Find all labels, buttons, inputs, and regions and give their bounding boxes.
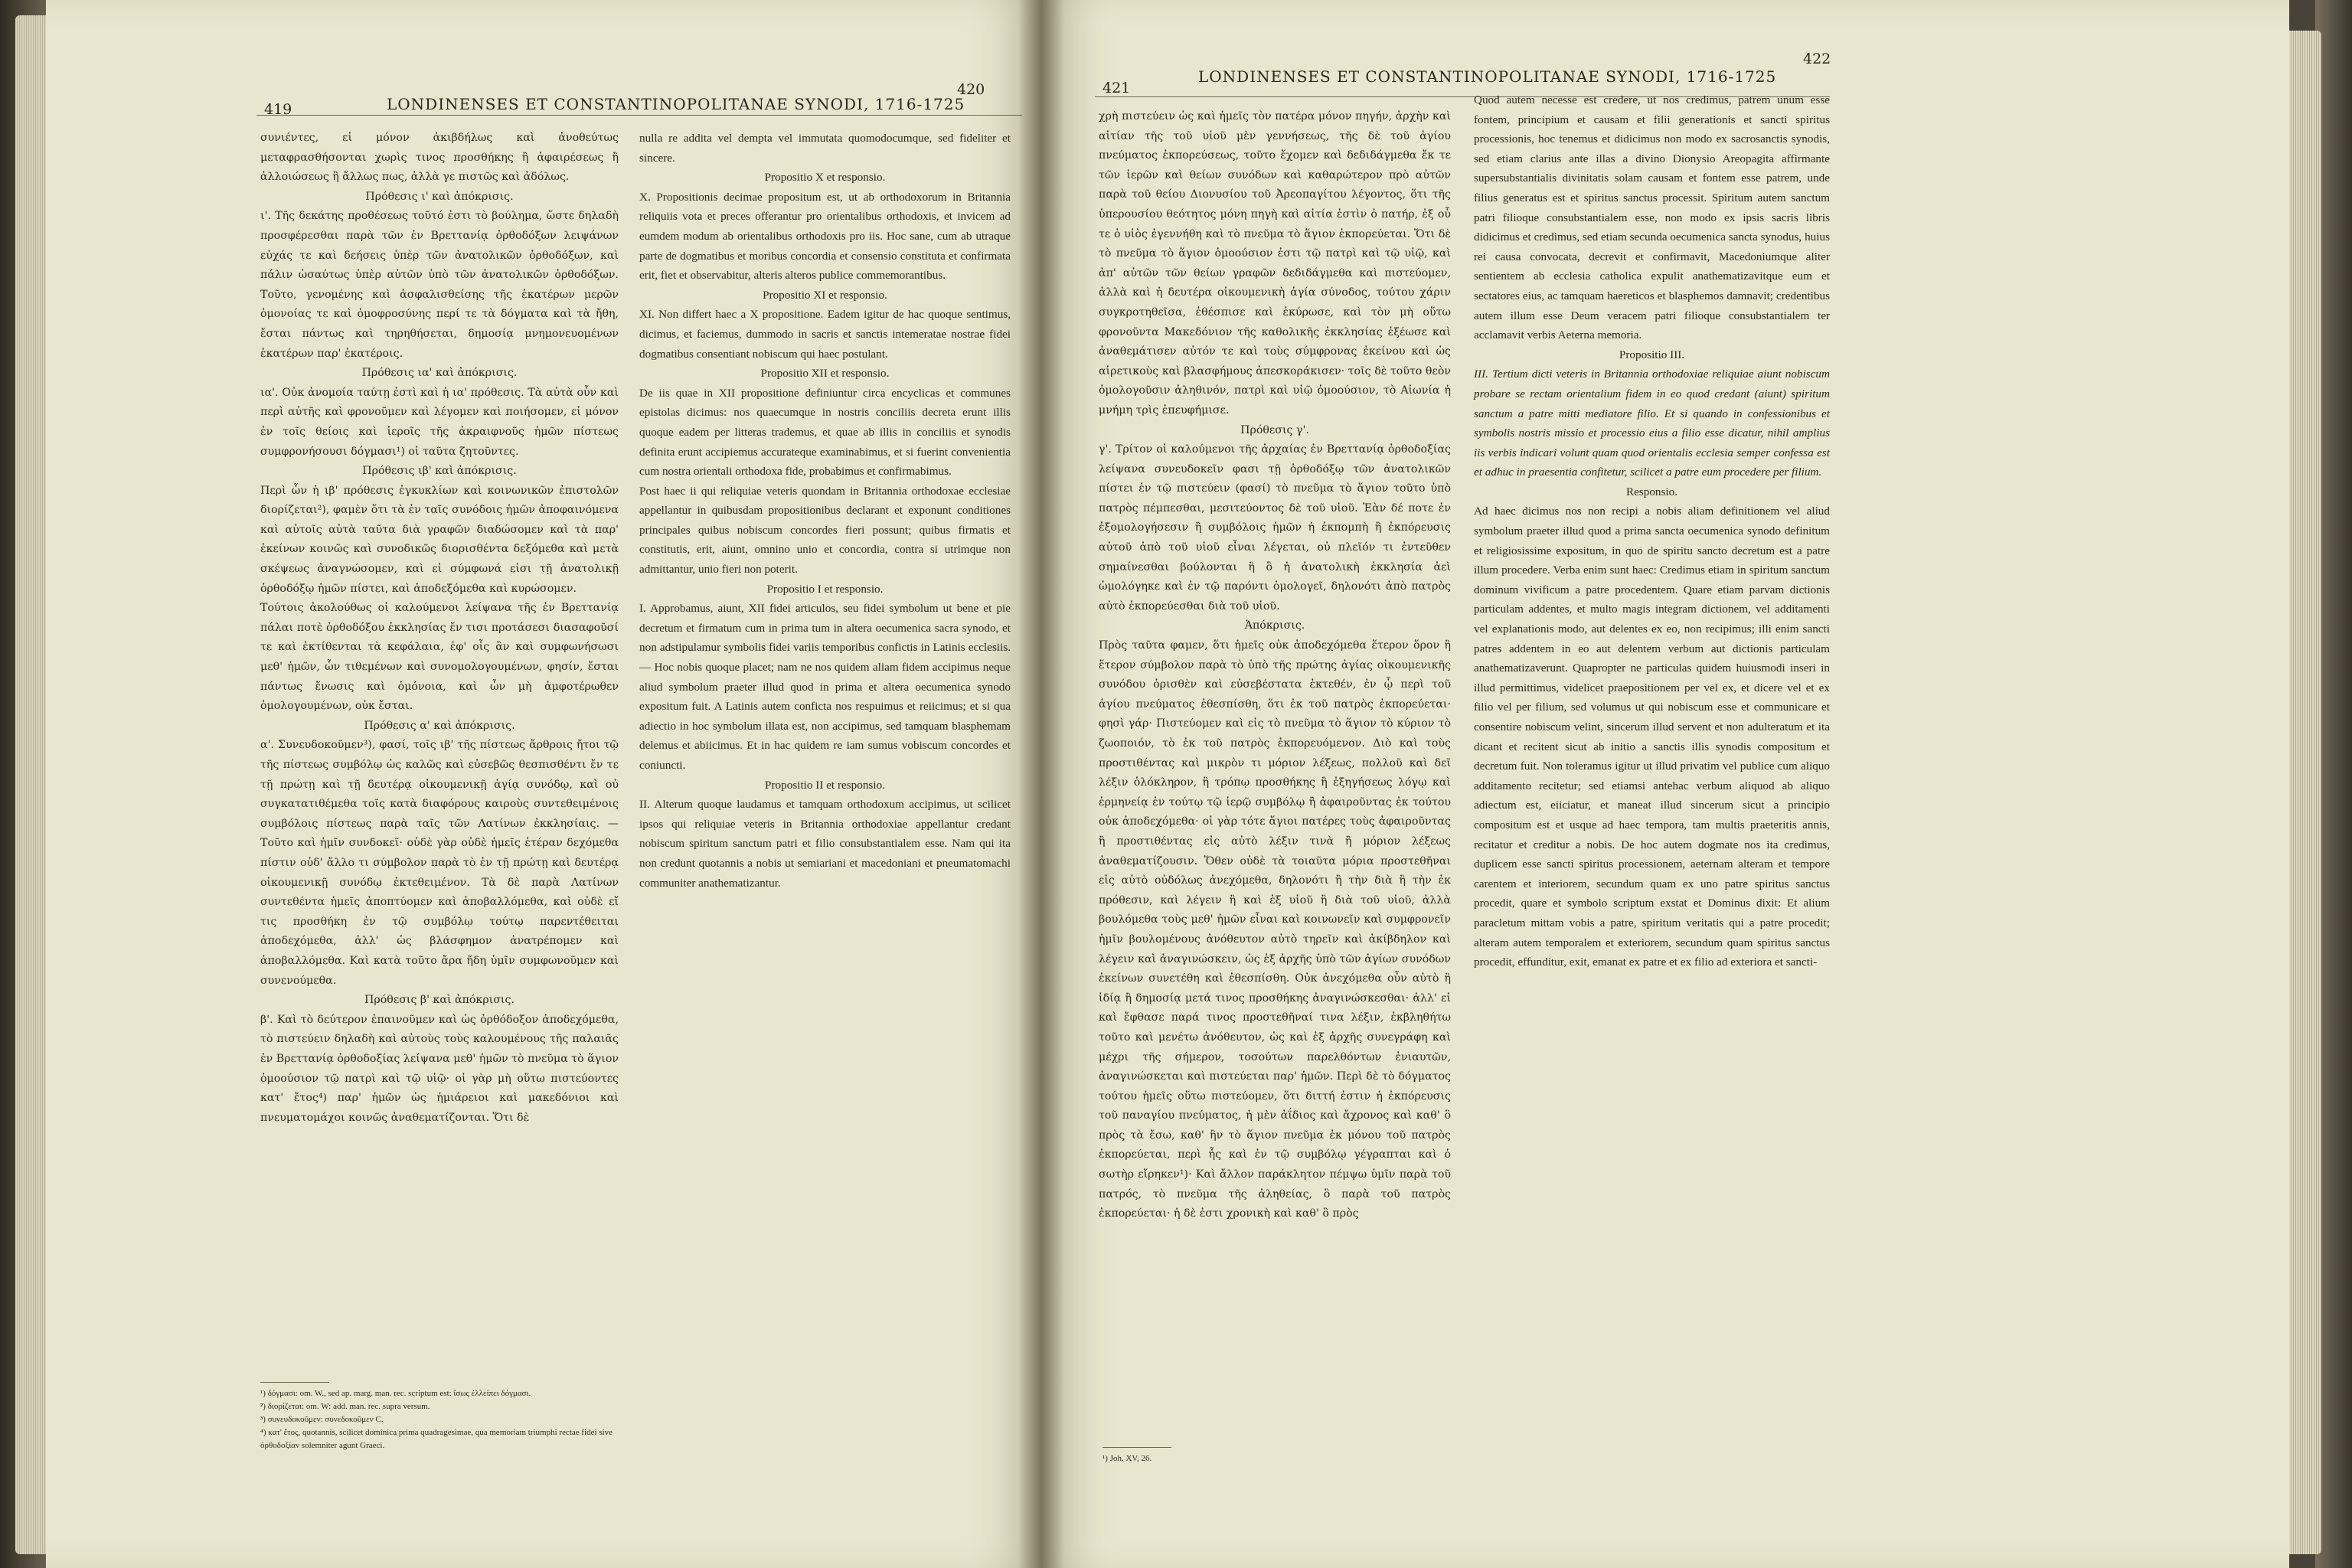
left-page-column-number: 419 — [264, 101, 292, 118]
body-paragraph: XI. Non differt haec a X propositione. Eadem igitur de hac quoque sentimus, dicimus, et faciemus, dummodo in sacris et sanctis intemeratae nostrae fidei dogmatibus consentiant nobiscum qui haec postulant. — [639, 308, 1011, 361]
footnote: ²) διορίζεται: om. W: add. man. rec. supra versum. — [260, 1402, 430, 1411]
body-paragraph: III. Tertium dicti veteris in Britannia orthodoxiae reliquiae aiunt nobiscum probare se rectam orientalium fidem in eo quod credant (aiunt) spiritum sanctum a patre mitti mediatore filio. Et si quando in confessionibus et symbolis nostris missio et processio eius a filio esse dicatur, nihil amplius iis verbis indicari volunt quam quod orientalis ecclesia semper confessa est et adhuc in praesentia confitetur, scilicet a patre eum procedere per filium. — [1474, 368, 1830, 479]
right-footnotes — [1102, 1447, 1455, 1465]
right-page-inner-number: 421 — [1102, 80, 1131, 96]
left-header-rule — [256, 115, 1022, 116]
body-paragraph: α'. Συνευδοκοῦμεν³), φασί, τοῖς ιβ' τῆς πίστεως ἄρθροις ἤτοι τῷ τῆς πίστεως συμβόλῳ ὡς καλῶς καὶ εὐσεβῶς θεσπισθέντι ἔν τε τῇ πρώτῃ καὶ τῇ δευτέρᾳ οἰκουμενικῇ ἁγίᾳ συνόδῳ, καὶ οὐ συγκατατιθέμεθα τοῖς κατὰ διαφόρους καιροὺς συντεθειμένοις συμβόλοις πίστεως παρὰ ταῖς τῶν Λατίνων ἐκκλησίαις. — Τοῦτο καὶ ἡμῖν συνδοκεῖ· οὐδὲ γὰρ οὐδὲ ἡμεῖς ἑτέραν δεχόμεθα πίστιν οὐδ' ἄλλο τι σύμβολον παρὰ τὸ ἐν τῇ πρώτῃ καὶ δευτέρᾳ οἰκουμενικῇ συνόδῳ ἐκτεθειμένον. Τὰ δὲ παρὰ Λατίνων συντεθέντα ἡμεῖς ἀποπτύομεν καὶ ἀποβαλλόμεθα, καὶ οὐδὲ εἴ τις προσθήκη ἐν τῷ συμβόλῳ τούτῳ παρεντέθειται ἀποδεχόμεθα, ἀλλ' ὡς βλάσφημον ἀνατρέπομεν καὶ ἀποβαλλόμεθα. Καὶ κατὰ τοῦτο ἄρα ἤδη ὑμῖν συμφωνοῦμεν καὶ συνενούμεθα. — [260, 739, 619, 987]
right-latin-column — [1474, 90, 1830, 972]
section-heading: Πρόθεσις γ'. — [1240, 423, 1309, 436]
body-paragraph: ια'. Οὐκ ἀνομοία ταύτῃ ἐστὶ καὶ ἡ ια' πρόθεσις. Τὰ αὐτὰ οὖν καὶ περὶ αὐτῆς καὶ φρονοῦμεν καὶ λέγομεν καὶ ποιήσομεν, εἰ μόνον ἐν τοῖς θείοις καὶ ἱεροῖς τῆς ἀκραιφνοῦς ἡμῶν πίστεως συμφρονήσουσι δόγμασι¹) οἱ ταῦτα ζητοῦντες. — [260, 386, 619, 458]
body-paragraph: Περὶ ὧν ἡ ιβ' πρόθεσις ἐγκυκλίων καὶ κοινωνικῶν ἐπιστολῶν διορίζεται²), φαμὲν ὅτι τὰ ἐν ταῖς συνόδοις ἡμῶν ἀποφαινόμενα καὶ αὐτοῖς αὐτὰ ταῦτα διὰ γραφῶν διαδώσομεν καὶ τὰ παρ' ἐκείνων κοινῶς καὶ συνοδικῶς διορισθέντα δεξόμεθα καὶ μετὰ σκέψεως ἀναγνώσομεν, καὶ εἰ σύμφωνά εἰσι τῇ ἀνατολικῇ ὀρθοδόξῳ ἡμῶν πίστει, καὶ ἀποδεξόμεθα καὶ κυρώσομεν. — [260, 484, 619, 595]
section-heading: Propositio I et responsio. — [766, 582, 884, 596]
body-paragraph: β'. Καὶ τὸ δεύτερον ἐπαινοῦμεν καὶ ὡς ὀρθόδοξον ἀποδεχόμεθα, τὸ πιστεύειν δηλαδὴ καὶ αὐτοὺς τοὺς καλουμένους τῆς παλαιᾶς ἐν Βρεττανίᾳ ὀρθοδοξίας λείψανα μεθ' ἡμῶν τὸ πνεῦμα τὸ ἅγιον ὁμοούσιον τῷ πατρὶ καὶ τῷ υἱῷ· οἱ γὰρ μὴ οὕτω πιστεύοντες κατ' ἔτος⁴) παρ' ἡμῶν ὡς ἡμιάρειοι καὶ μακεδόνιοι καὶ πνευματομάχοι κοινῶς ἀναθεματίζονται. Ὅτι δὲ — [260, 1013, 619, 1124]
body-paragraph: X. Propositionis decimae propositum est, ut ab orthodoxorum in Britannia reliquiis vota et preces offerantur pro orientalibus orthodoxis, et invicem ad eumdem modum ab orientalibus orthodoxis pro iis. Hoc sane, cum ab utraque parte de dogmatibus et moribus concordia et consensio constituta et confirmata erit, fiet et observabitur, alteris alteros publice commemorantibus. — [639, 190, 1011, 283]
body-paragraph: συνιέντες, εἰ μόνον ἀκιβδήλως καὶ ἀνοθεύτως μεταφρασθήσονται χωρὶς τινος προσθήκης ἢ ἀφαιρέσεως ἢ ἀλλοιώσεως ἢ ἄλλως πως, ἀλλὰ γε πιστῶς καὶ ἀδόλως. — [260, 132, 619, 184]
section-heading: Propositio X et responsio. — [764, 171, 886, 185]
section-heading: Propositio XII et responsio. — [760, 367, 890, 381]
section-heading: Propositio III. — [1619, 348, 1685, 361]
section-heading: Πρόθεσις ι' καὶ ἀπόκρισις. — [365, 190, 514, 203]
body-paragraph: Post haec ii qui reliquiae veteris quondam in Britannia orthodoxae ecclesiae appellantur in quibusdam propositionibus declarant et exponunt conditiones principales quibus nobiscum concordes fieri possunt; quibus firmatis et constitutis, erit, aiunt, omnino unio et concordia, contra si utrimque non admittantur, unio fieri non poterit. — [639, 484, 1011, 577]
book-gutter — [1018, 0, 1064, 1568]
body-paragraph: Quod autem necesse est credere, ut nos credimus, patrem unum esse fontem, principium et causam et filii generationis et sancti spiritus processionis, hoc tenemus et didicimus non modo ex sacrosanctis synodis, sed etiam clarius ante illas a divino Dionysio Areopagita affirmante supersubstantialis divinitatis solam causam et fontem esse patrem, unde filius generatus est et spiritus sanctus processit. Spiritum autem sanctum patri filioque consubstantialem esse, non modo ex ipsis sacris libris didicimus et credimus, sed etiam secunda oecumenica sancta synodus, huius rei causa convocata, decrevit et confirmavit, Macedoniumque aliter sentientem ab ecclesia catholica expulit anathematizavitque eum et sectatores eius, ac tamquam haereticos et blasphemos damnavit; credentibus autem illum esse Deum veracem patri filioque consubstantialem ter acclamavit verbis Aeterna memoria. — [1474, 93, 1830, 342]
left-page-inner-number: 420 — [957, 81, 985, 98]
section-heading: Propositio II et responsio. — [765, 778, 885, 792]
body-paragraph: I. Approbamus, aiunt, XII fidei articulos, seu fidei symbolum ut bene et pie decretum et firmatum cum in prima tum in altera oecumenica sacra synodo, et non adstipulamur symbolis fidei variis temporibus confictis in Latinis ecclesiis. — Hoc nobis quoque placet; nam ne nos quidem aliam fidem accipimus neque aliud symbolum praeter illud quod in prima et altera oecumenica synodo expositum fuit. A Latinis autem conficta nos respuimus et reiicimus; et si qua adiectio in hoc symbolum illata est, non accipimus, sed tamquam blasphemam delemus et abiicimus. Et in hac quidem re iam sumus vobiscum concordes et coniuncti. — [639, 602, 1011, 772]
section-heading: Πρόθεσις ιβ' καὶ ἀπόκρισις. — [362, 465, 517, 478]
section-heading: Responsio. — [1625, 485, 1678, 498]
section-heading: Πρόθεσις ια' καὶ ἀπόκρισις. — [361, 367, 518, 380]
right-running-head: LONDINENSES ET CONSTANTINOPOLITANAE SYNODI, 1716-1725 — [1198, 67, 1777, 86]
left-greek-column — [260, 129, 619, 1128]
footnote-rule — [260, 1382, 329, 1383]
footnote: ⁴) κατ' ἔτος, quotannis, scilicet dominica prima quadragesimae, qua memoriam triumphi rectae fidei sive ὀρθοδοξίαν solemniter agunt Graeci. — [260, 1428, 613, 1450]
page-edges-right — [2289, 31, 2321, 1554]
section-heading: Πρόθεσις α' καὶ ἀπόκρισις. — [364, 719, 515, 732]
body-paragraph: γ'. Τρίτον οἱ καλούμενοι τῆς ἀρχαίας ἐν Βρεττανίᾳ ὀρθοδοξίας λείψανα συνευδοκεῖν φασι τῇ ὀρθοδόξῳ τῶν ἀνατολικῶν πίστει ἐν τῷ πιστεύειν (φασί) τὸ πνεῦμα τὸ ἅγιον τοῦτο ὑπὸ πατρὸς πέμπεσθαι, μεσιτεύοντος δὲ τοῦ υἱοῦ. Ἐὰν δέ ποτε ἐν ἐξομολογήσεσιν ἢ συμβόλοις ἡμῶν ἡ ἐκπομπὴ ἢ ἐκπόρευσις αὐτοῦ ἀπὸ τοῦ υἱοῦ εἶναι λέγεται, οὐ πλεῖόν τι ἐντεῦθεν σημαίνεσθαι βούλονται ἢ ὃ ἡ ἀνατολικὴ ἐκκλησία ἀεὶ ὡμολόγηκε καὶ ἐν τῷ παρόντι ὁμολογεῖ, δηλονότι ἀπὸ πατρὸς αὐτὸ ἐκπορεύεσθαι διὰ τοῦ υἱοῦ. — [1099, 443, 1451, 612]
body-paragraph: II. Alterum quoque laudamus et tamquam orthodoxum accipimus, ut scilicet ipsos qui reliquiae veteris in Britannia orthodoxiae appellantur credant nobiscum spiritum sanctum patri et filio consubstantialem esse. Nam qui ita non credunt quotannis a nobis ut semiariani et macedoniani et pneumatomachi communiter anathematizantur. — [639, 798, 1011, 890]
right-page-column-number: 422 — [1803, 51, 1831, 67]
section-heading: Πρόθεσις β' καὶ ἀπόκρισις. — [364, 994, 514, 1007]
body-paragraph: Ad haec dicimus nos non recipi a nobis aliam definitionem vel aliud symbolum praeter illud quod a prima sancta oecumenica synodo definitum et religiosissime expositum, in quo de spiritu sancto decretum est a patre illum procedere. Verba enim sunt haec: Credimus etiam in spiritum sanctum dominum vivificum a patre procedentem. Quare etiam parvam dictionis particulam addentes, et multo magis integram dictionem, vel additamenti vel explanationis modo, aut delentes ex eo, non recipimus; illi enim sancti patres addentem in eo aut delentem verbum aut dictionis particulam anathematizaverunt. Quapropter ne particulas quidem huiusmodi inseri in illud permittimus, videlicet praepositionem per vel ex, et dicere vel et ex filio vel per filium, sed volumus ut qui nobiscum esse et communicare et consentire nobiscum velint, sincerum illud servent et non adulteratum et ita dicant et recitent sicut ab initio a sanctis illis synodis compositum et decretum fuit. Non toleramus igitur ut illud privatim vel publice cum aliquo additamento recitetur; sed etiamsi antehac verbum aliquod ab aliquo adiectum est, eiiciatur, et maneat illud sincerum sicut a principio compositum est et usque ad haec tempora, tam multis praeteritis annis, recitatur et creditur a nobis. De hoc autem dogmate nos ita credimus, duplicem esse sancti spiritus processionem, aeternam alteram et tempore carentem et interiorem, secundum quam ex uno patre spiritus sanctus procedit, quare et symbolo scriptum exstat et Dominus dixit: Et alium paracletum mittam vobis a patre, spiritum veritatis qui a patre procedit; alteram autem temporalem et exteriorem, secundum quam spiritus sanctus procedit, effunditur, exit, emanat ex patre et ex filio ad exteriora et sancti- — [1474, 505, 1830, 969]
body-paragraph: nulla re addita vel dempta vel immutata quomodocumque, sed fideliter et sincere. — [639, 132, 1011, 165]
footnote-rule — [1102, 1447, 1171, 1448]
left-page — [46, 0, 1041, 1568]
footnote: ¹) δόγμασι: om. W., sed ap. marg. man. rec. scriptum est: ἴσως ἐλλείπει δόγμασι. — [260, 1389, 531, 1398]
footnote: ¹) Joh. XV, 26. — [1102, 1454, 1152, 1463]
right-page — [1041, 0, 2289, 1568]
right-greek-column — [1099, 107, 1451, 1224]
body-paragraph: Τούτοις ἀκολούθως οἱ καλούμενοι λείψανα τῆς ἐν Βρεττανίᾳ πάλαι ποτὲ ὀρθοδόξου ἐκκλησίας ἔν τισι προτάσεσι διασαφοῦσί τε καὶ ἐκτίθενται τὰ κεφάλαια, ἐφ' οἷς ἂν καὶ συμφωνήσωσι μεθ' ἡμῶν, ὧν τιθεμένων καὶ συνομολογουμένων, φησίν, ἔσται πάντως ἕνωσις καὶ ὁμόνοια, καὶ ὧν μὴ ἀμφοτέρωθεν ὁμολογουμένων, οὐκ ἔσται. — [260, 602, 619, 713]
section-heading: Propositio XI et responsio. — [763, 288, 887, 302]
left-running-head: LONDINENSES ET CONSTANTINOPOLITANAE SYNODI, 1716-1725 — [387, 95, 965, 113]
body-paragraph: De iis quae in XII propositione definiuntur circa encyclicas et communes epistolas dicimus: nos quaecumque in nostris conciliis decreta erunt illis quoque eadem per litteras trademus, et quae ab illis in conciliis et synodis definita erunt accipiemus accurateque examinabimus, et si fuerint convenientia cum nostra orientali orthodoxa fide, probabimus et confirmabimus. — [639, 386, 1011, 479]
body-paragraph: Πρὸς ταῦτα φαμεν, ὅτι ἡμεῖς οὐκ ἀποδεχόμεθα ἕτερον ὅρον ἢ ἕτερον σύμβολον παρὰ τὸ ὑπὸ τῆς πρώτης ἁγίας οἰκουμενικῆς συνόδου ὁρισθὲν καὶ εὐσεβέστατα ἐκτεθέν, ἐν ᾧ περὶ τοῦ ἁγίου πνεύματος ἐθεσπίσθη, ὅτι ἐκ τοῦ πατρὸς ἐκπορεύεται· φησὶ γάρ· Πιστεύομεν καὶ εἰς τὸ πνεῦμα τὸ ἅγιον τὸ κύριον τὸ ζωοποιόν, τὸ ἐκ τοῦ πατρὸς ἐκπορευόμενον. Διὸ καὶ τοὺς προστιθέντας καὶ μικρὸν τι μόριον λέξεως, πολλοῦ καὶ δεῖ λέξιν ὁλόκληρον, ἢ τρόπῳ προσθήκης ἢ ἐξηγήσεως λόγῳ καὶ ἑρμηνείᾳ ἐν τούτῳ τῷ ἱερῷ συμβόλῳ ἢ ἀφαιροῦντας ἐκ τούτου οὐκ ἀποδεχόμεθα· οἱ γὰρ τότε ἅγιοι πατέρες τοὺς ἀφαιροῦντας ἢ προστιθέντας εἰς αὐτὸ λέξιν τινὰ ἢ μόριον λέξεως ἀναθεματίζουσιν. Ὅθεν οὐδὲ τὰ τοιαῦτα μόρια προστεθῆναι εἰς αὐτὸ οὐδόλως ἀνεχόμεθα, δηλονότι ἢ τὴν διὰ ἢ τὴν ἐκ πρόθεσιν, καὶ λέγειν ἢ καὶ ἐξ υἱοῦ ἢ διὰ τοῦ υἱοῦ, ἀλλὰ βουλόμεθα τοὺς μεθ' ἡμῶν εἶναι καὶ κοινωνεῖν καὶ συμφρονεῖν ἡμῖν βουλομένους ἀνόθευτον αὐτὸ τηρεῖν καὶ ἀκίβδηλον καὶ λέγειν καὶ ἀναγινώσκειν, ὡς ἐξ ἀρχῆς ὑπὸ τῶν ἁγίων συνόδων ἐκείνων συνετέθη καὶ ἐθεσπίσθη. Οὐκ ἀνεχόμεθα οὖν αὐτὸ ἢ ἰδίᾳ ἢ δημοσίᾳ μετά τινος προσθήκης ἀναγινώσκεσθαι· ἀλλ' εἰ καὶ ἔφθασε παρά τινος προστεθῆναί τινα λέξιν, ἐκβληθήτω τοῦτο καὶ μενέτω ἀνόθευτον, ὡς καὶ ἐξ ἀρχῆς συνεγράφη καὶ μέχρι τῆς σήμερον, τοσούτων παρελθόντων ἐνιαυτῶν, ἀναγινώσκεται καὶ πιστεύεται παρ' ἡμῶν. Περὶ δὲ τὸ δόγματος τούτου ἡμεῖς οὕτω πιστεύομεν, ὅτι διττή ἐστιν ἡ ἐκπόρευσις τοῦ παναγίου πνεύματος, ἡ μὲν ἀΐδιος καὶ ἄχρονος καὶ καθ' ὃ πρὸς τὰ ἔσω, καθ' ἣν τὸ ἅγιον πνεῦμα ἐκ μόνου τοῦ πατρὸς ἐκπορεύεται, περὶ ἧς καὶ ἐν τῷ συμβόλῳ γέγραπται καὶ ὁ σωτὴρ εἴρηκεν¹)· Καὶ ἄλλον παράκλητον πέμψω ὑμῖν παρὰ τοῦ πατρός, τὸ πνεῦμα τῆς ἀληθείας, ὃ παρὰ τοῦ πατρὸς ἐκπορεύεται· ἡ δὲ ἐστι χρονικὴ καὶ καθ' ὃ πρὸς — [1099, 639, 1451, 1220]
section-heading: Ἀπόκρισις. — [1244, 619, 1305, 632]
body-paragraph: χρὴ πιστεύειν ὡς καὶ ἡμεῖς τὸν πατέρα μόνον πηγήν, ἀρχὴν καὶ αἰτίαν τῆς τοῦ υἱοῦ μὲν γεννήσεως, τῆς δὲ τοῦ ἁγίου πνεύματος ἐκπορεύσεως, τοῦτο ἔχομεν καὶ δεδιδάγμεθα ἔκ τε τῶν ἱερῶν καὶ θείων συνόδων καὶ καθαρώτερον πρὸ αὐτῶν παρὰ τοῦ θείου Διονυσίου τοῦ Ἀρεοπαγίτου λέγοντος, ὅτι τῆς ὑπερουσίου θεότητος μόνη πηγὴ καὶ αἰτία ἐστὶν ὁ πατήρ, ἐξ οὗ τε ὁ υἱὸς ἐγεννήθη καὶ τὸ πνεῦμα τὸ ἅγιον ἐκπορεύεται. Ὅτι δὲ τὸ πνεῦμα τὸ ἅγιον ὁμοούσιον ἐστι τῷ πατρὶ καὶ τῷ υἱῷ, καὶ ἀπ' αὐτῶν τῶν θείων γραφῶν δεδιδάγμεθα καὶ πιστεύομεν, ἀλλὰ καὶ ἡ δευτέρα οἰκουμενικὴ ἁγία σύνοδος, τούτου χάριν συγκροτηθεῖσα, ἐθέσπισε καὶ ἐκύρωσε, καὶ τὸν μὴ οὕτω φρονοῦντα Μακεδόνιον τῆς καθολικῆς ἐκκλησίας ἐξέωσε καὶ ἀναθεμάτισεν αὐτόν τε καὶ τοὺς σύμφρονας ἐκείνου καὶ ὡς αἱρετικοὺς καὶ βλασφήμους ἀπεσκοράκισεν· τοῖς δὲ τοῦτο θεὸν ὁμολογοῦσιν ἀληθινόν, πατρὶ καὶ υἱῷ ὁμοούσιον, τὸ Αἰωνία ἡ μνήμη τρὶς ἐπευφήμισε. — [1099, 110, 1451, 416]
left-latin-column — [639, 129, 1011, 893]
footnote: ³) συνευδοκοῦμεν: συνεδοκοῦμεν C. — [260, 1415, 384, 1424]
body-paragraph: ι'. Τῆς δεκάτης προθέσεως τοῦτό ἐστι τὸ βούλημα, ὥστε δηλαδὴ προσφέρεσθαι παρὰ τῶν ἐν Βρεττανίᾳ ὀρθοδόξων λειψάνων εὐχάς τε καὶ δεήσεις ὑπὲρ τῶν ἀνατολικῶν ὀρθοδόξων, καὶ πάλιν ὡσαύτως ὑπὲρ αὐτῶν ὑπὸ τῶν ἀνατολικῶν ὀρθοδόξων. Τοῦτο, γενομένης καὶ ἀσφαλισθείσης τῆς ἑκατέρων μερῶν ὁμονοίας τε καὶ ὁμοφροσύνης περί τε τὰ δόγματα καὶ τὰ ἤθη, ἔσται πάντως καὶ τηρηθήσεται, δημοσίᾳ μνημονευομένων ἑκατέρων παρ' ἑκατέροις. — [260, 210, 619, 360]
left-footnotes — [260, 1382, 619, 1452]
